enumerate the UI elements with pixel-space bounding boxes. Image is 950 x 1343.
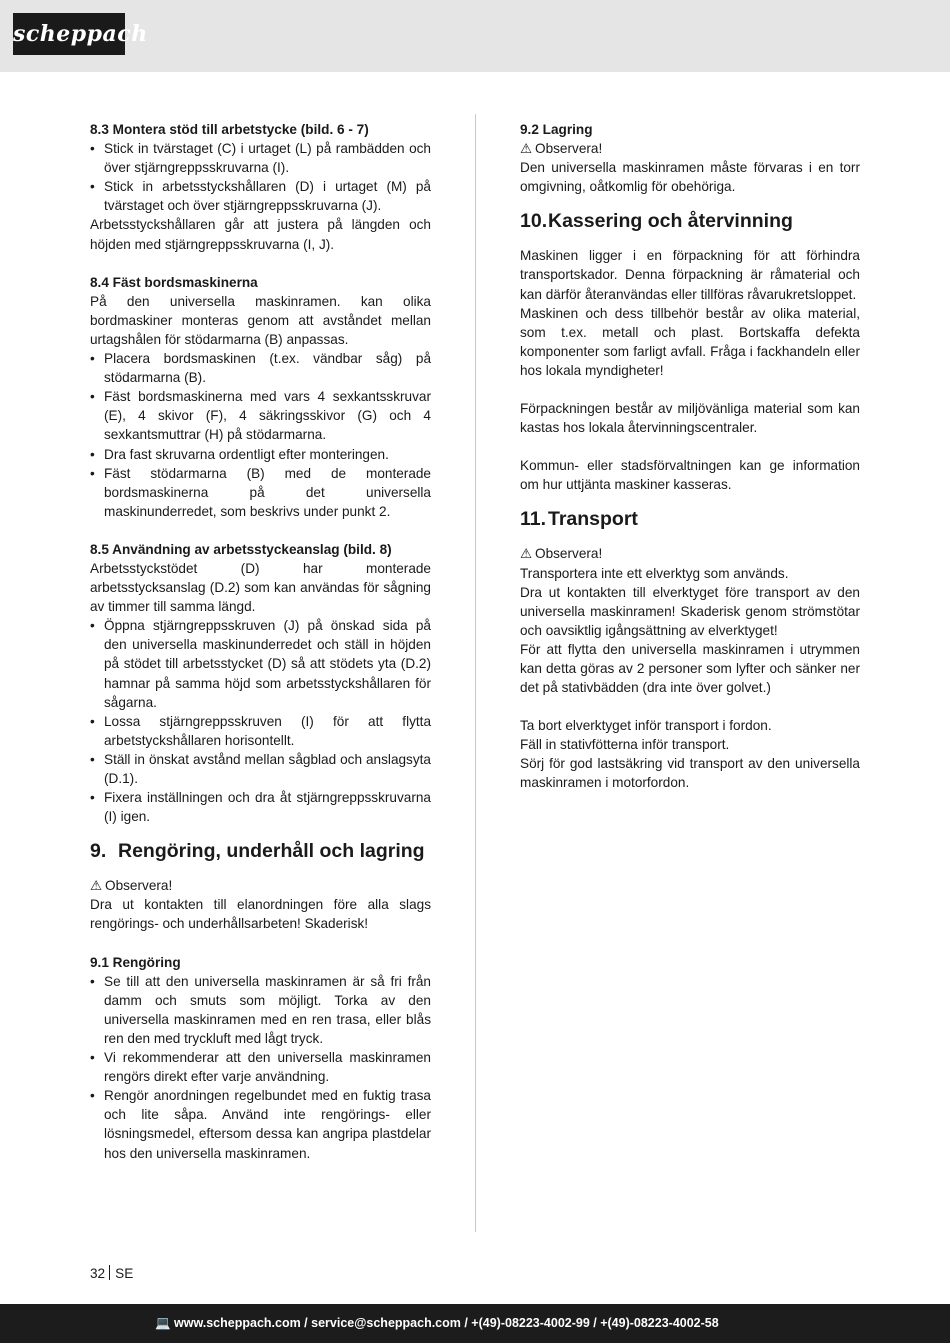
right-column	[520, 120, 860, 793]
section-8-3-heading: 8.3 Montera stöd till arbetstycke (bild. 6 - 7)	[90, 122, 369, 137]
warning-label: Observera!	[535, 141, 603, 157]
list-item: • Se till att den universella maskinramen är så fri från damm och smuts som möjligt. Torka av den universella maskinramen med en ren trasa, eller blås ren den med tryckluft med lågt tryck.	[90, 972, 431, 1048]
section-9-title: Rengöring, underhåll och lagring	[118, 840, 425, 863]
section-11-paragraph: Transportera inte ett elverktyg som används.	[520, 565, 789, 581]
page-footer	[0, 1304, 950, 1343]
section-9-text: Dra ut kontakten till elanordningen före alla slags rengörings- och underhållsarbeten! Skaderisk!	[90, 897, 431, 932]
list-item: • Stick in arbetsstyckshållaren (D) i urtaget (M) på tvärstaget och över stjärngreppsskruvarna (J).	[90, 177, 431, 215]
list-item: • Rengör anordningen regelbundet med en fuktig trasa och lite såpa. Använd inte rengörings- eller lösningsmedel, eftersom dessa kan angripa plastdelar hos den universella maskinramen.	[90, 1086, 431, 1162]
section-9-warning	[90, 876, 431, 895]
section-11-warning	[520, 544, 860, 563]
section-9-heading	[90, 838, 431, 864]
computer-icon: 💻	[155, 1316, 175, 1330]
list-item: • Placera bordsmaskinen (t.ex. vändbar såg) på stödarmarna (B).	[90, 349, 431, 387]
section-10-number: 10.	[520, 210, 548, 233]
page-number-value: 32	[90, 1266, 106, 1281]
section-11-paragraph: Dra ut kontakten till elverktyget före transport av den universella maskinramen! Skaderisk genom strömstötar och oavsiktlig igångsättning av elverktyget!	[520, 584, 860, 638]
section-8-3-list	[90, 139, 431, 215]
list-item: • Ställ in önskat avstånd mellan sågblad och anslagsyta (D.1).	[90, 750, 431, 788]
list-item: • Lossa stjärngreppsskruven (I) för att flytta arbetstyckshållaren horisontellt.	[90, 712, 431, 750]
column-divider	[475, 114, 476, 1232]
section-9-1-heading: 9.1 Rengöring	[90, 954, 181, 970]
section-10-title: Kassering och återvinning	[548, 210, 793, 233]
warning-label: Observera!	[535, 546, 603, 562]
list-item: • Fixera inställningen och dra åt stjärngreppsskruvarna (I) igen.	[90, 788, 431, 826]
section-9-1-list	[90, 972, 431, 1163]
warning-label: Observera!	[105, 878, 173, 894]
section-11-paragraph: Ta bort elverktyget inför transport i fordon.	[520, 718, 772, 734]
section-8-4-text: På den universella maskinramen. kan olika bordmaskiner monteras genom att avståndet mellan urtagshålen för stödarmarna (B) anpassas.	[90, 293, 431, 347]
section-10-paragraph: Maskinen och dess tillbehör består av olika material, som t.ex. metall och plast. Bortskaffa defekta komponenter som farligt avfall. Fråga i fackhandeln eller hos lokala myndigheter!	[520, 305, 860, 378]
section-11-number: 11.	[520, 508, 547, 531]
warning-triangle-icon: ⚠	[520, 141, 533, 157]
section-8-4-heading: 8.4 Fäst bordsmaskinerna	[90, 274, 258, 290]
list-item: • Dra fast skruvarna ordentligt efter monteringen.	[90, 445, 431, 464]
section-8-4-list	[90, 349, 431, 521]
scheppach-logo: scheppach	[13, 13, 125, 55]
left-column	[90, 120, 431, 1163]
section-9-number: 9.	[90, 840, 107, 863]
language-code: SE	[115, 1266, 134, 1281]
list-item: • Stick in tvärstaget (C) i urtaget (L) på rambädden och över stjärngreppsskruvarna (I).	[90, 139, 431, 177]
section-10-paragraph: Kommun- eller stadsförvaltningen kan ge information om hur uttjänta maskiner kasseras.	[520, 458, 860, 493]
footer-contact	[155, 1304, 719, 1343]
page-number	[90, 1265, 133, 1281]
section-11-heading	[520, 506, 860, 532]
section-8-5-text: Arbetsstyckstödet (D) har monterade arbetsstycksanslag (D.2) som kan användas för sågning av timmer till samma längd.	[90, 560, 431, 615]
section-11-title: Transport	[548, 508, 638, 531]
list-item: • Vi rekommenderar att den universella maskinramen rengörs direkt efter varje användning.	[90, 1048, 431, 1086]
section-11-paragraph: För att flytta den universella maskinramen i utrymmen kan detta göras av 2 personer som lyfter och sänker ner det på stativbädden (dra inte över golvet.)	[520, 641, 860, 696]
section-9-2-text: Den universella maskinramen måste förvaras i en torr omgivning, oåtkomlig för obehöriga.	[520, 160, 860, 195]
section-8-5-heading: 8.5 Användning av arbetsstyckeanslag (bild. 8)	[90, 541, 392, 557]
contact-info: www.scheppach.com / service@scheppach.com / +(49)-08223-4002-99 / +(49)-08223-4002-58	[174, 1316, 719, 1330]
section-9-2-heading: 9.2 Lagring	[520, 122, 593, 137]
warning-triangle-icon: ⚠	[90, 878, 103, 894]
list-item: • Öppna stjärngreppsskruven (J) på önskad sida på den universella maskinunderredet och ställ in höjden på stödet till arbetsstycket (D) så att stödets yta (D.2) hamnar på samma höjd som arbetsstyckshållaren för sågarna.	[90, 616, 431, 711]
section-8-5-list	[90, 616, 431, 826]
section-11-paragraph: Sörj för god lastsäkring vid transport av den universella maskinramen i motorfordon.	[520, 756, 860, 791]
section-10-paragraph: Maskinen ligger i en förpackning för att förhindra transportskador. Denna förpackning är råmaterial och kan därför återanvändas eller tillföras råvarukretsloppet.	[520, 248, 860, 302]
section-10-heading	[520, 208, 860, 234]
section-10-paragraph: Förpackningen består av miljövänliga material som kan kastas hos lokala återvinningscentraler.	[520, 401, 860, 436]
page-separator	[109, 1265, 110, 1280]
section-8-3-text: Arbetsstyckshållaren går att justera på längden och höjden med stjärngreppsskruvarna (I, J).	[90, 217, 431, 252]
list-item: • Fäst stödarmarna (B) med de monterade bordsmaskinerna på det universella maskinunderredet, som beskrivs under punkt 2.	[90, 464, 431, 521]
page-header	[0, 0, 950, 72]
section-11-paragraph: Fäll in stativfötterna inför transport.	[520, 737, 730, 753]
section-9-2-warning	[520, 139, 860, 158]
list-item: • Fäst bordsmaskinerna med vars 4 sexkantsskruvar (E), 4 skivor (F), 4 säkringsskivor (G) och 4 sexkantsmuttrar (H) på stödarmarna.	[90, 387, 431, 444]
warning-triangle-icon: ⚠	[520, 546, 533, 562]
